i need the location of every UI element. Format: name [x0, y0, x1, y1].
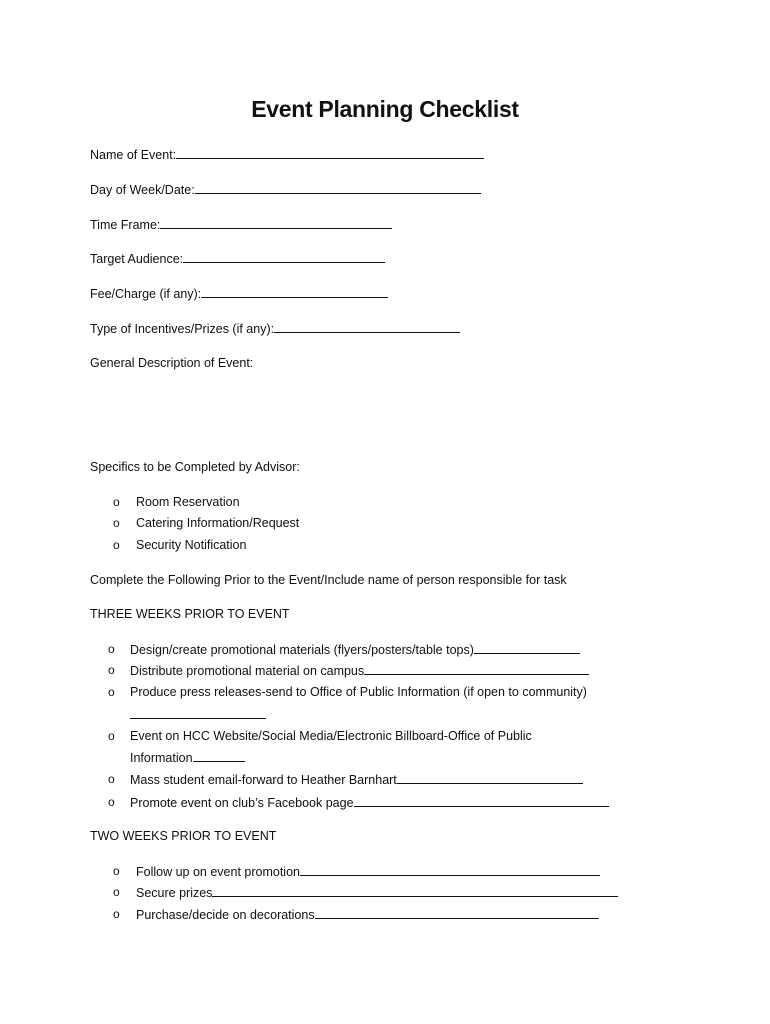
blank-line[interactable] [201, 285, 388, 298]
blank-line[interactable] [274, 320, 460, 333]
blank-line[interactable] [183, 250, 385, 263]
field-label: Time Frame: [90, 218, 161, 232]
two-weeks-heading: TWO WEEKS PRIOR TO EVENT [90, 829, 277, 843]
bullet-marker: o [113, 885, 120, 899]
blank-line[interactable] [474, 641, 580, 654]
field-incentives [90, 320, 460, 337]
bullet-marker: o [108, 795, 115, 809]
field-label: Name of Event: [90, 148, 177, 162]
task-label: Secure prizes [136, 886, 213, 900]
task-follow-up [136, 863, 600, 880]
task-label: Mass student email-forward to Heather Barnhart [130, 773, 397, 787]
blank-line[interactable] [364, 662, 589, 675]
task-facebook [130, 794, 609, 811]
field-label: Type of Incentives/Prizes (if any): [90, 322, 275, 336]
field-label: Day of Week/Date: [90, 183, 195, 197]
bullet-marker: o [108, 685, 115, 699]
bullet-marker: o [113, 907, 120, 921]
blank-line[interactable] [176, 146, 484, 159]
field-event-name [90, 146, 484, 163]
bullet-marker: o [113, 495, 120, 509]
field-label: General Description of Event: [90, 356, 254, 370]
blank-line[interactable] [195, 181, 481, 194]
blank-line[interactable] [193, 749, 245, 762]
task-press-releases: Produce press releases-send to Office of Public Information (if open to community) [130, 685, 587, 699]
advisor-item-security: Security Notification [136, 538, 247, 552]
task-label: Information [130, 751, 193, 765]
blank-line[interactable] [160, 216, 392, 229]
bullet-marker: o [108, 642, 115, 656]
blank-line[interactable] [130, 706, 266, 719]
blank-line[interactable] [354, 794, 609, 807]
task-hcc-website: Event on HCC Website/Social Media/Electronic Billboard-Office of Public [130, 729, 532, 743]
field-label: Fee/Charge (if any): [90, 287, 202, 301]
task-label: Design/create promotional materials (flyers/posters/table tops) [130, 643, 474, 657]
page-title: Event Planning Checklist [251, 96, 519, 122]
task-design-promo [130, 641, 580, 658]
blank-line[interactable] [315, 906, 599, 919]
advisor-item-room: Room Reservation [136, 495, 240, 509]
bullet-marker: o [108, 772, 115, 786]
advisor-item-catering: Catering Information/Request [136, 516, 300, 530]
bullet-marker: o [113, 538, 120, 552]
instruction-text: Complete the Following Prior to the Event/Include name of person responsible for task [90, 573, 567, 587]
blank-line[interactable] [212, 884, 618, 897]
field-time-frame [90, 216, 392, 233]
task-decorations [136, 906, 599, 923]
blank-line[interactable] [300, 863, 600, 876]
field-label: Target Audience: [90, 252, 184, 266]
task-distribute-promo [130, 662, 589, 679]
task-secure-prizes [136, 884, 618, 901]
task-label: Promote event on club’s Facebook page [130, 796, 354, 810]
bullet-marker: o [108, 729, 115, 743]
field-target-audience [90, 250, 385, 267]
field-general-description [90, 355, 253, 371]
blank-line[interactable] [397, 771, 583, 784]
task-hcc-website-cont [130, 749, 245, 766]
three-weeks-heading: THREE WEEKS PRIOR TO EVENT [90, 607, 290, 621]
field-fee-charge [90, 285, 388, 302]
advisor-heading: Specifics to be Completed by Advisor: [90, 460, 300, 474]
task-label: Purchase/decide on decorations [136, 908, 315, 922]
task-mass-email [130, 771, 583, 788]
bullet-marker: o [113, 864, 120, 878]
field-day-date [90, 181, 481, 198]
task-label: Follow up on event promotion [136, 865, 300, 879]
bullet-marker: o [113, 516, 120, 530]
task-label: Distribute promotional material on campus [130, 664, 365, 678]
bullet-marker: o [108, 663, 115, 677]
